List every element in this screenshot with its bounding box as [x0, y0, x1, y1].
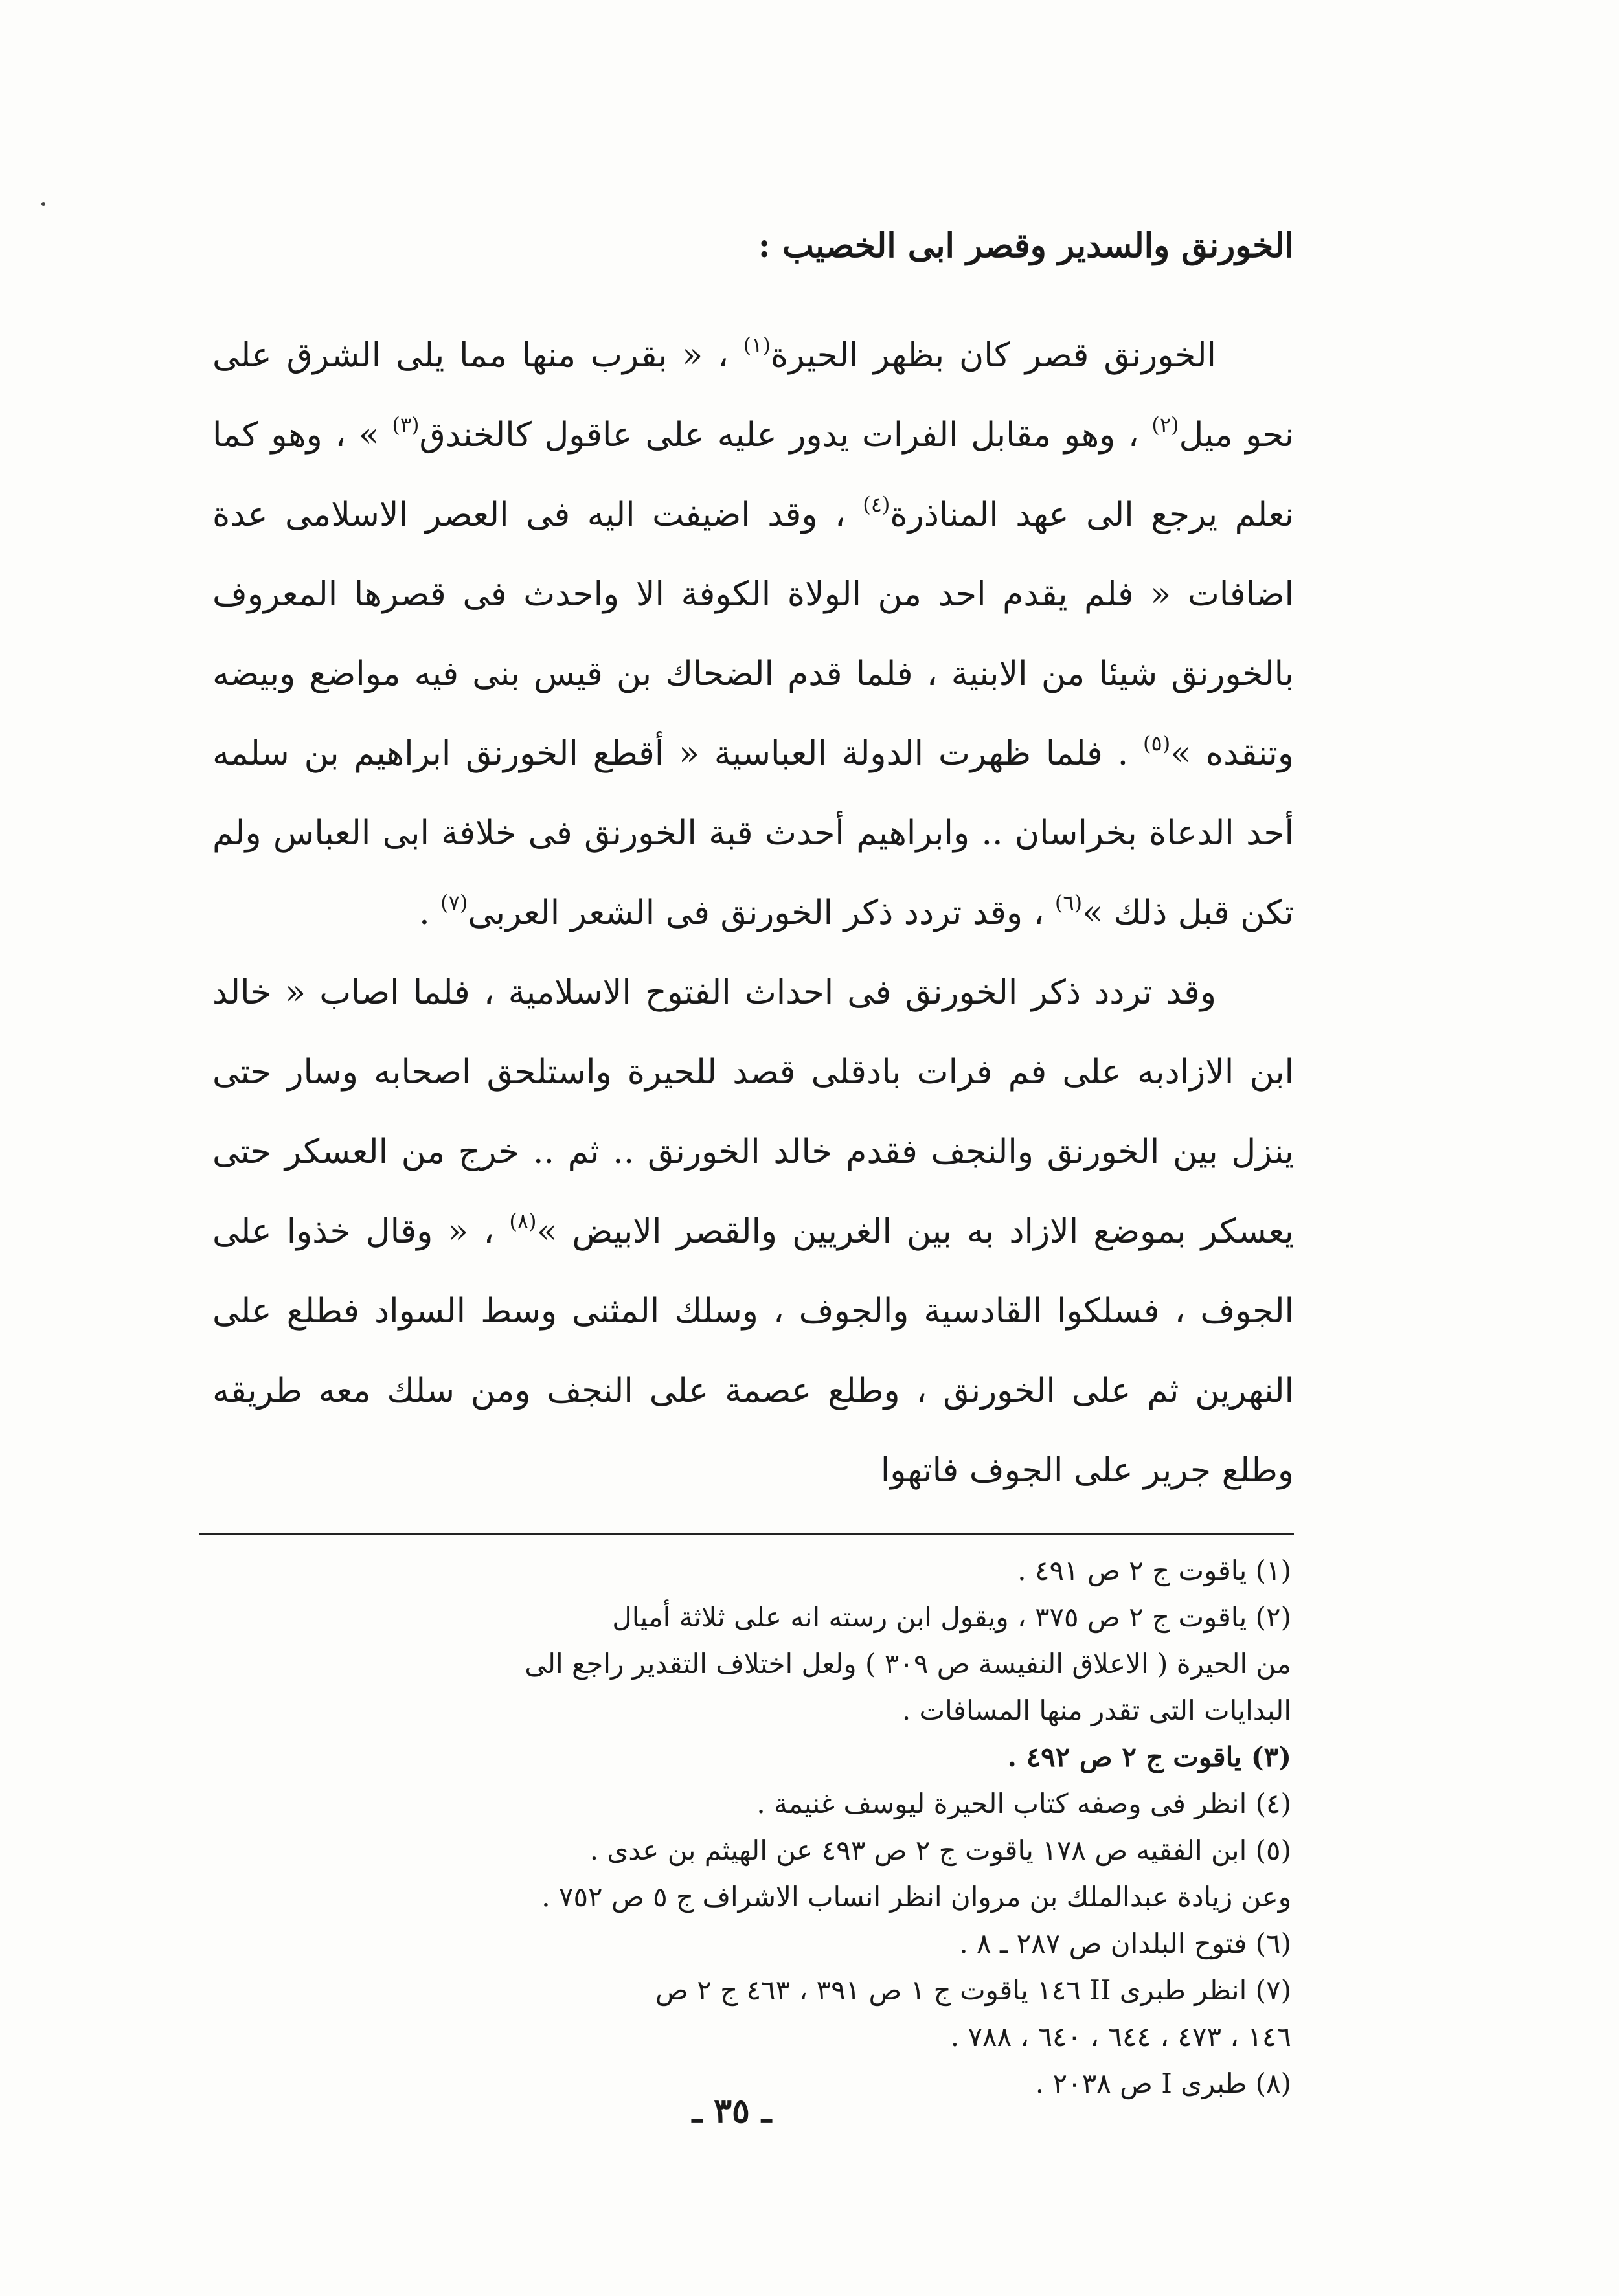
- paragraph-text: .: [419, 894, 441, 932]
- footnote-ref[interactable]: (٣): [392, 412, 420, 437]
- footnote-text: انظر فى وصفه كتاب الحيرة ليوسف غنيمة .: [756, 1788, 1247, 1819]
- footnote-ref[interactable]: (٥): [1143, 731, 1171, 756]
- footnote: [212, 1920, 1294, 1967]
- footnote-continuation: [212, 1874, 1294, 1920]
- paragraph-text: ، وهو مقابل الفرات يدور عليه على عاقول كالخندق: [419, 416, 1152, 455]
- footnote-number: (٧): [1255, 1974, 1291, 2006]
- paragraph-text: ، وقد تردد ذكر الخورنق فى الشعر العربى: [468, 894, 1055, 932]
- footnote-continuation: [212, 1687, 1294, 1734]
- paragraph-text: ، « بقرب منها مما يلى الشرق على نحو ميل: [212, 336, 1294, 455]
- page-content: [212, 181, 1294, 2107]
- footnote-number: (٣): [1251, 1741, 1291, 1773]
- paragraph-text: » ، وهو كما نعلم يرجع الى عهد المناذرة: [212, 416, 1294, 534]
- footnote: [212, 1594, 1294, 1641]
- footnote-ref[interactable]: (٨): [509, 1209, 537, 1233]
- footnotes: [212, 1548, 1294, 2107]
- paragraph-text: الخورنق قصر كان بظهر الحيرة: [770, 336, 1216, 375]
- scan-speck: [41, 202, 45, 206]
- footnote-text: طبرى I ص ٢٠٣٨ .: [1035, 2067, 1247, 2099]
- footnote-number: (٦): [1255, 1928, 1291, 1959]
- footnote-ref[interactable]: (٧): [440, 890, 468, 915]
- footnote-text: ابن الفقيه ص ١٧٨ ياقوت ج ٢ ص ٤٩٣ عن الهيثم بن عدى .: [589, 1834, 1247, 1866]
- footnote-text: انظر طبرى II ١٤٦ ياقوت ج ١ ص ٣٩١ ، ٤٦٣ ج ٢ ص: [655, 1974, 1247, 2006]
- page-number: ـ ٣٥ ـ: [692, 2091, 772, 2131]
- section-heading: الخورنق والسدير وقصر ابى الخصيب :: [758, 226, 1294, 265]
- footnote-number: (١): [1255, 1555, 1291, 1586]
- footnote-number: (٥): [1255, 1834, 1291, 1866]
- body-paragraph: [212, 953, 1294, 1511]
- footnote-ref[interactable]: (١): [743, 333, 771, 357]
- footnote-text: ١٤٦ ، ٤٧٣ ، ٦٤٤ ، ٦٤٠ ، ٧٨٨ .: [950, 2021, 1291, 2053]
- footnote: [212, 1548, 1294, 1594]
- paragraph-text: ، وقد اضيفت اليه فى العصر الاسلامى عدة اضافات « فلم يقدم احد من الولاة الكوفة الا واحدث فى قصرها المعروف بالخورنق شيئا من الابنية ، فلما قدم الضحاك بن قيس بنى فيه مواضع وبيضه وتنقده »: [212, 495, 1294, 773]
- footnote: [212, 1734, 1294, 1781]
- footnote-continuation: [212, 1641, 1294, 1687]
- footnote-text: وعن زيادة عبدالملك بن مروان انظر انساب الاشراف ج ٥ ص ٧٥٢ .: [541, 1881, 1291, 1913]
- footnote-text: من الحيرة ( الاعلاق النفيسة ص ٣٠٩ ) ولعل اختلاف التقدير راجع الى: [525, 1648, 1291, 1680]
- footnote-text: فتوح البلدان ص ٢٨٧ ـ ٨ .: [959, 1928, 1247, 1959]
- footnote-divider: [199, 1533, 1294, 1535]
- body-paragraph: [212, 316, 1294, 953]
- footnote-text: ياقوت ج ٢ ص ٣٧٥ ، ويقول ابن رسته انه على ثلاثة أميال: [612, 1601, 1247, 1633]
- footnote-continuation: [212, 2014, 1294, 2060]
- footnote-number: (٤): [1255, 1788, 1291, 1819]
- footnote-number: (٢): [1255, 1601, 1291, 1633]
- paragraph-text: . فلما ظهرت الدولة العباسية « أقطع الخورنق ابراهيم بن سلمه أحد الدعاة بخراسان .. وابراهيم أحدث قبة الخورنق فى خلافة ابى العباس ولم تكن قبل ذلك »: [212, 734, 1294, 932]
- body-text: [212, 316, 1294, 1511]
- paragraph-text: ، « وقال خذوا على الجوف ، فسلكوا القادسية والجوف ، وسلك المثنى وسط السواد فطلع على النهرين ثم على الخورنق ، وطلع عصمة على النجف ومن سلك معه طريقه وطلع جرير على الجوف فاتهوا: [212, 1212, 1294, 1490]
- footnote: [212, 1827, 1294, 1874]
- footnote: [212, 1781, 1294, 1827]
- footnote: [212, 1967, 1294, 2014]
- footnote-text: البدايات التى تقدر منها المسافات .: [901, 1694, 1291, 1726]
- paragraph-text: وقد تردد ذكر الخورنق فى احداث الفتوح الاسلامية ، فلما اصاب « خالد ابن الازادبه على فم فرات بادقلى قصد للحيرة واستلحق اصحابه وسار حتى ينزل بين الخورنق والنجف فقدم خالد الخورنق .. ثم .. خرج من العسكر حتى يعسكر بموضع الازاد به بين الغريين والقصر الابيض »: [212, 973, 1295, 1251]
- footnote-ref[interactable]: (٤): [863, 492, 890, 517]
- footnote-ref[interactable]: (٦): [1054, 890, 1083, 915]
- footnote-text: ياقوت ج ٢ ص ٤٩٢ .: [1007, 1741, 1242, 1773]
- footnote-ref[interactable]: (٢): [1151, 412, 1179, 437]
- footnote-text: ياقوت ج ٢ ص ٤٩١ .: [1017, 1555, 1247, 1586]
- footnote-number: (٨): [1255, 2067, 1291, 2099]
